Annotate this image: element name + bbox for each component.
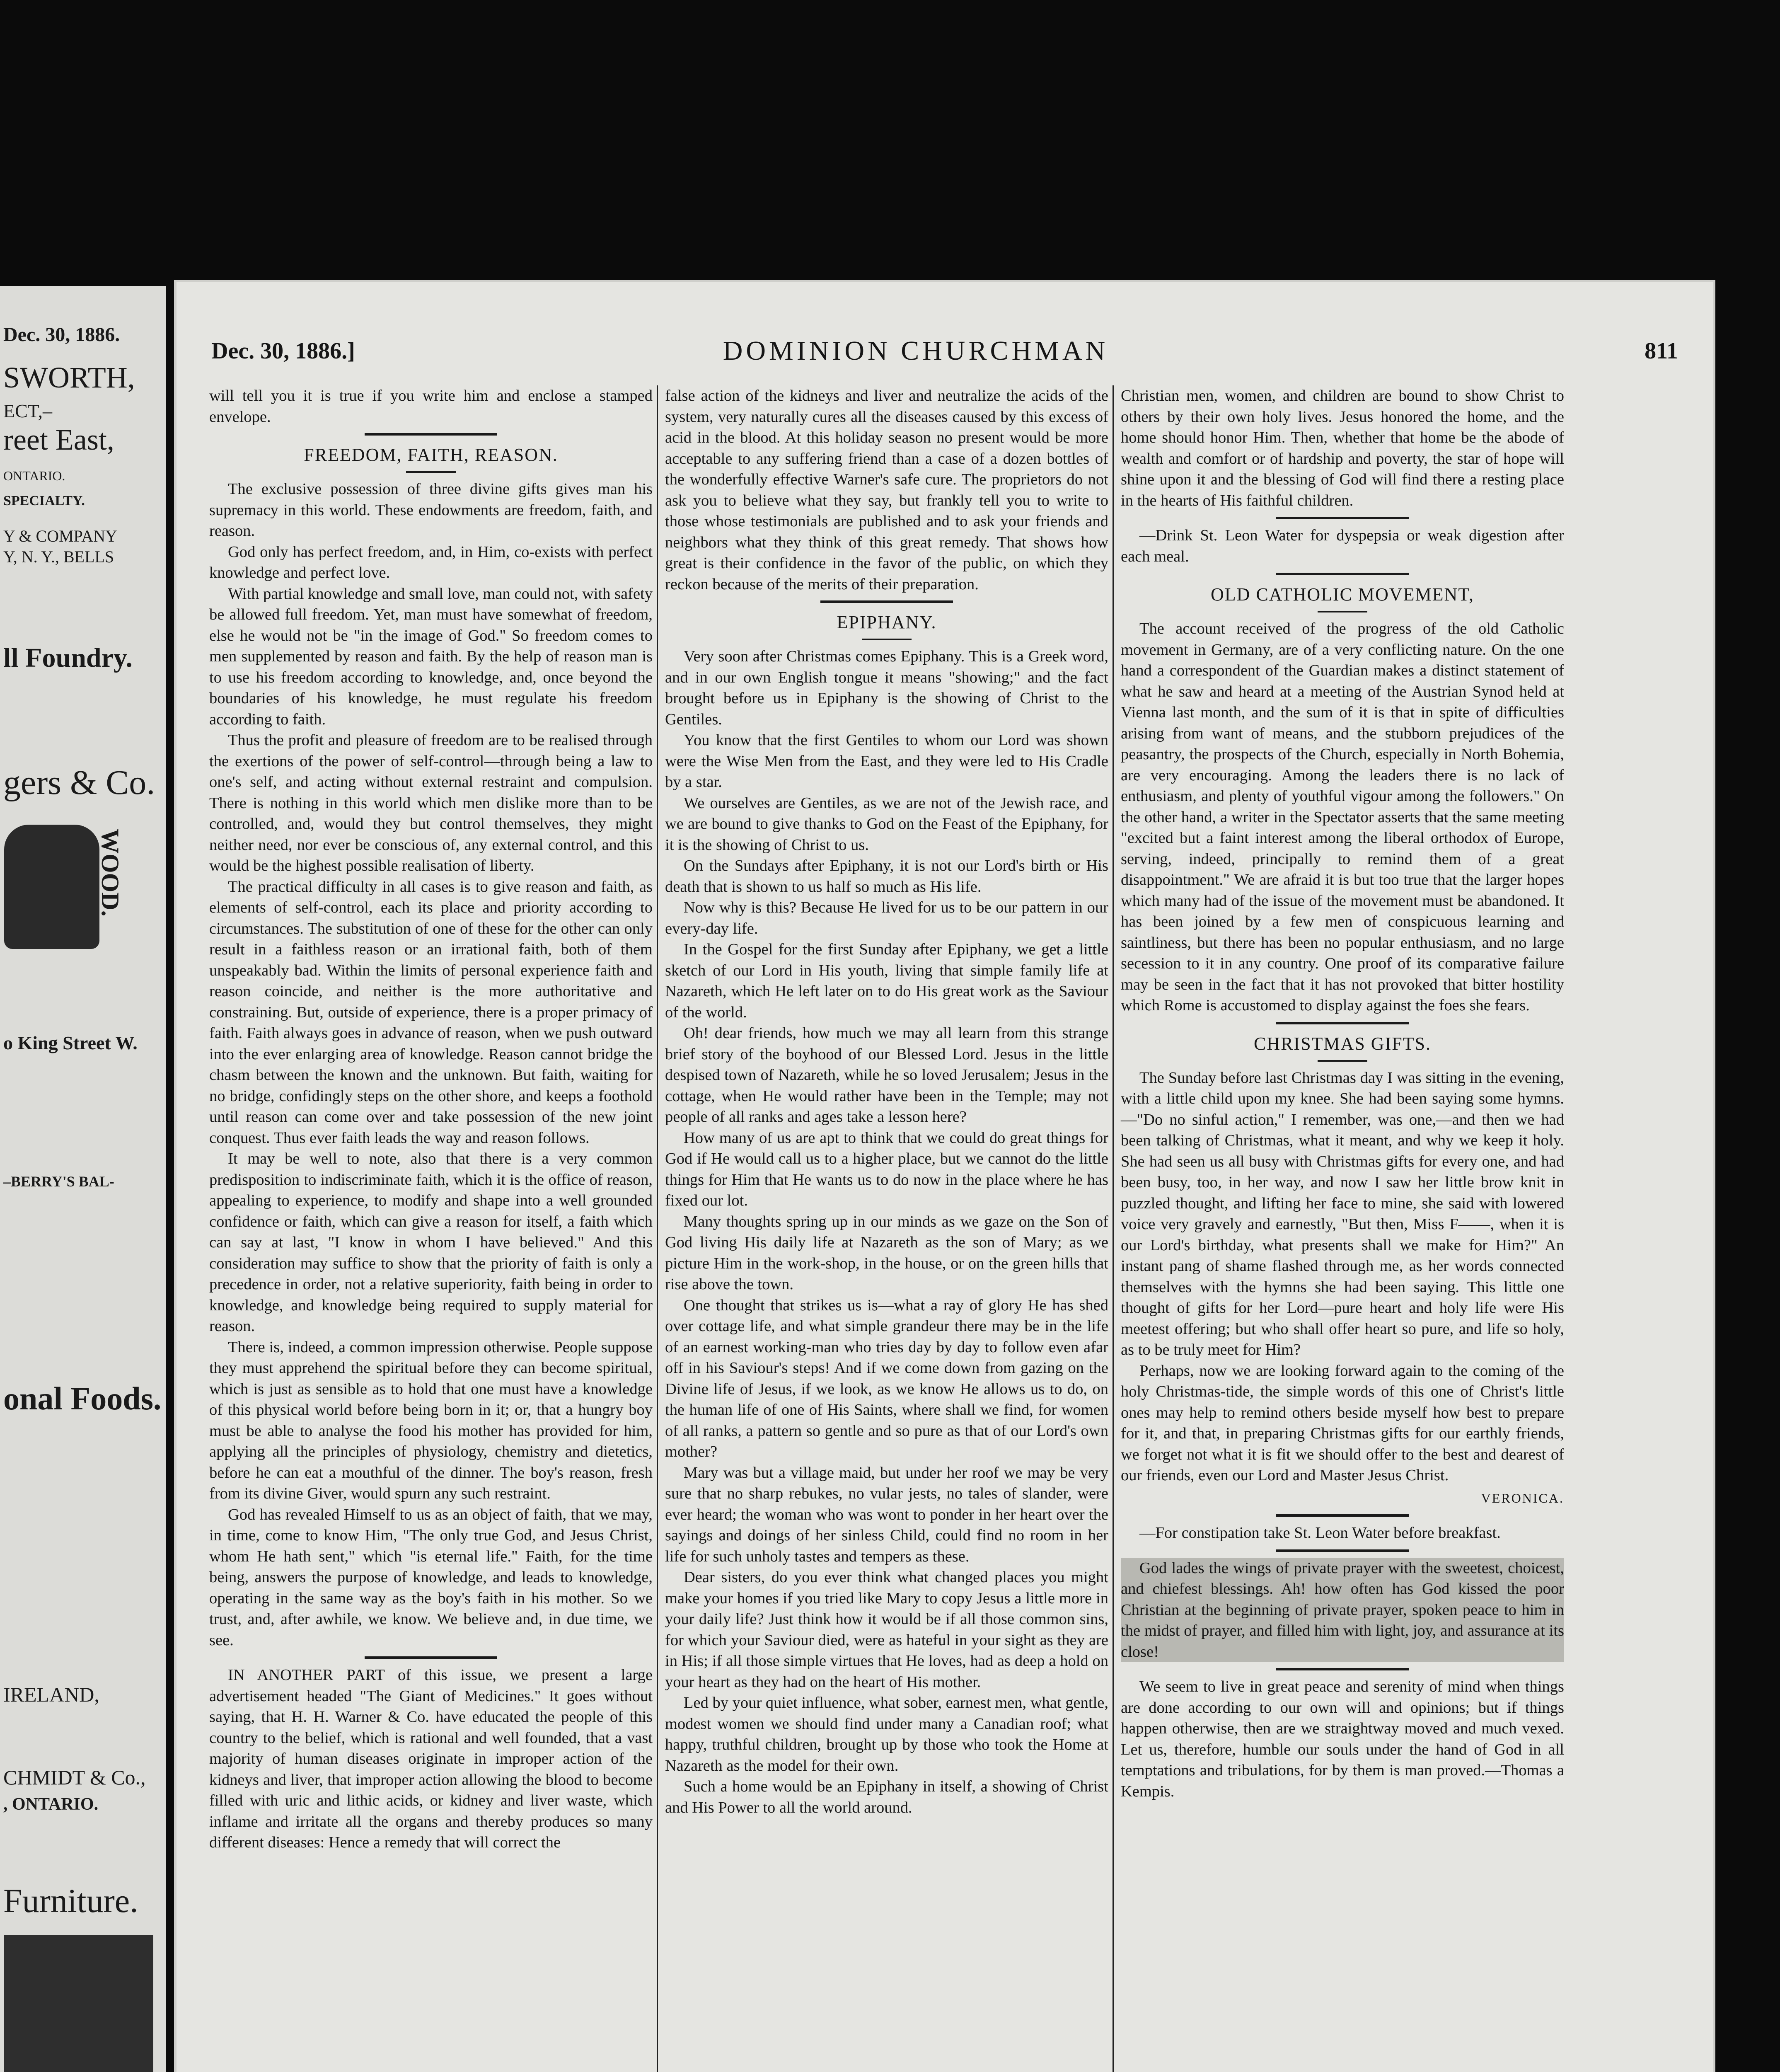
paragraph: Now why is this? Because He lived for us to be our pattern in our every-day life.: [665, 899, 1108, 937]
signature: VERONICA.: [1481, 1490, 1564, 1506]
article-continuation: false action of the kidneys and liver and neutralize the acids of the system, very naturally cures all the diseases caused by this excess of acid in the blood. At this holiday season no present would be more acceptable to any suffering friend than a case of a dozen bottles of the wonderfully effective Warner's safe cure. The proprietors do not ask you to believe what they say, but frankly tell you to write to those whose testimonials are published and to ask your friends and neighbors what they think of this great remedy. That shows how great is their confidence in the favor of the public, on which they reckon because of the merits of their preparation.: [665, 387, 1108, 593]
article-heading: FREEDOM, FAITH, REASON.: [304, 445, 558, 465]
left-page-fragment: ECT,–: [3, 400, 52, 421]
left-page-fragment: SWORTH,: [3, 361, 135, 394]
article-heading: EPIPHANY.: [837, 612, 937, 632]
divider-rule: [1276, 573, 1409, 575]
column-divider: [657, 385, 658, 2072]
column-1: [209, 385, 653, 1853]
advertisement-notice: IN ANOTHER PART of this issue, we present a large advertisement headed "The Giant of Medicines." It goes without saying, that H. H. Warner & Co. have educated the people of this country to the belief, which is rational and well founded, that a vast majority of human diseases originate in improper action of the kidneys and liver, that improper action allowing the blood to become filled with uric and lithic acids, or kidney and liver waste, which inflame and irritate all the organs and thereby produces so many different diseases: Hence a remedy that will correct the: [209, 1666, 653, 1851]
divider-rule: [1318, 611, 1367, 612]
left-page-fragment: Y & COMPANY: [3, 527, 117, 545]
quotation: We seem to live in great peace and serenity of mind when things are done according to our own will and opinions; but if things happen otherwise, then are we straightway moved and much vexed. Let us, therefore, humble our souls under the hand of God in all temptations and tribulations, for by them is man proved.—Thomas a Kempis.: [1121, 1678, 1564, 1800]
paragraph: It may be well to note, also that there is a very common predisposition to indiscriminate faith, which it is the office of reason, appealing to experience, to modify and shape into a well grounded confidence or faith, which can give a reason for itself, a faith which can say at last, "I know in whom I have believed." And this consideration may suffice to show that the priority of faith is only a precedence in order, not a relative superiority, faith being in order to knowledge, and knowledge being required to supply material for reason.: [209, 1150, 653, 1335]
divider-rule: [406, 471, 456, 473]
column-3: [1121, 385, 1564, 1802]
left-page-fragment: Y, N. Y., BELLS: [3, 547, 114, 566]
notice: —For constipation take St. Leon Water before breakfast.: [1139, 1524, 1501, 1542]
paragraph: Perhaps, now we are looking forward again to the coming of the holy Christmas-tide, the simple words of this one of Christ's little ones may help to remind others beside myself how best to prepare for it, and that, in preparing Christmas gifts for our earthly friends, we forget not what it is fit we should offer to the best and dearest of our friends, even our Lord and Master Jesus Christ.: [1121, 1362, 1564, 1484]
divider-rule: [365, 433, 497, 436]
divider-rule: [1276, 517, 1409, 519]
paragraph: Oh! dear friends, how much we may all learn from this strange brief story of the boyhood of our Blessed Lord. Jesus in the little despised town of Nazareth, while he so loved Jerusalem; Jesus in the cottage, when He would rather have been in the Temple; may not people of all ranks and ages take a lesson here?: [665, 1024, 1108, 1126]
article-heading: OLD CATHOLIC MOVEMENT,: [1211, 584, 1474, 605]
article-heading: CHRISTMAS GIFTS.: [1253, 1033, 1432, 1054]
divider-rule: [862, 639, 912, 640]
left-page-fragment: ONTARIO.: [3, 468, 65, 483]
notice: —Drink St. Leon Water for dyspepsia or weak digestion after each meal.: [1121, 527, 1564, 565]
left-page-fragment: onal Foods.: [3, 1380, 162, 1416]
left-page-fragment: SPECIALTY.: [3, 493, 85, 508]
bell-illustration: [4, 825, 99, 949]
left-page-fragment: o King Street W.: [3, 1032, 138, 1053]
paragraph: Many thoughts spring up in our minds as we gaze on the Son of God living His daily life at Nazareth as the son of Mary; as we picture Him in the work-shop, in the house, or on the green hills that rise above the town.: [665, 1213, 1108, 1293]
divider-rule: [1276, 1022, 1409, 1024]
paragraph: The exclusive possession of three divine gifts gives man his supremacy in this world. These endowments are freedom, faith, and reason.: [209, 480, 653, 540]
paragraph: Dear sisters, do you ever think what changed places you might make your homes if you tried like Mary to copy Jesus a little more in your daily life? Just think how it would be if all those common sins, for which your Saviour died, were as hateful in your sight as they are in His; if all those simple virtues that He loves, had as deep a hold on your heart as they had on the heart of His mother.: [665, 1569, 1108, 1691]
divider-rule: [820, 600, 953, 603]
paragraph: God only has perfect freedom, and, in Him, co-exists with perfect knowledge and perfect love.: [209, 543, 653, 581]
paragraph: One thought that strikes us is—what a ray of glory He has shed over cottage life, and what simple grandeur there may be in the life of an earnest working-man who tries day by day to follow even afar off in his Saviour's steps! And if we come down from gazing on the Divine life of Jesus, if we look, as we know He allows us to do, on the human life of one of His Saints, where shall we find, for women of all ranks, a pattern so gentle and so pure as that of our Lord's own mother?: [665, 1296, 1108, 1460]
divider-rule: [1276, 1514, 1409, 1517]
quotation: God lades the wings of private prayer with the sweetest, choicest, and chiefest blessings. Ah! how often has God kissed the poor Christian at the beginning of private prayer, spoken peace to him in the midst of prayer, and filled him with light, joy, and assurance at its close!: [1121, 1558, 1564, 1663]
paragraph: Led by your quiet influence, what sober, earnest men, what gentle, modest women we should find under many a Canadian roof; what happy, truthful children, brought up by those who took the Home at Nazareth as the model for their own.: [665, 1694, 1108, 1774]
masthead-title: DOMINION CHURCHMAN: [723, 336, 1109, 366]
newspaper-page: [174, 280, 1715, 2072]
paragraph: On the Sundays after Epiphany, it is not our Lord's birth or His death that is shown to us half so much as His life.: [665, 857, 1108, 896]
paragraph: Such a home would be an Epiphany in itself, a showing of Christ and His Power to all the world around.: [665, 1778, 1108, 1816]
left-page-fragment: CHMIDT & Co.,: [3, 1766, 146, 1789]
column-divider: [1112, 385, 1114, 2072]
divider-rule: [1276, 1668, 1409, 1670]
left-page-fragment: WOOD.: [97, 829, 124, 917]
page-header: [211, 338, 1678, 371]
header-date: Dec. 30, 1886.]: [211, 338, 355, 364]
paragraph: Mary was but a village maid, but under her roof we may be very sure that no sharp rebukes, no vular jests, no tales of slander, were ever heard; the woman who was wont to ponder in her heart over the sayings and doings of her sinless Child, could find no room in her life for such unholy tastes and tempers as these.: [665, 1464, 1108, 1565]
left-page-fragment: reet East,: [3, 423, 114, 456]
left-page-fragment: IRELAND,: [3, 1683, 99, 1706]
paragraph: God has revealed Himself to us as an object of faith, that we may, in time, come to know Him, "The only true God, and Jesus Christ, whom He hath sent," which "is eternal life." Faith, for the time being, answers the purpose of knowledge, and leads to knowledge, operating in the same way as the boy's faith in his mother. So we trust, and, after awhile, we know. We believe and, in due time, we see.: [209, 1506, 653, 1649]
article-continuation: will tell you it is true if you write him and enclose a stamped envelope.: [209, 387, 653, 426]
divider-rule: [365, 1656, 497, 1659]
divider-rule: [1276, 1549, 1409, 1552]
left-page-fragment: gers & Co.: [3, 763, 155, 802]
paragraph: In the Gospel for the first Sunday after Epiphany, we get a little sketch of our Lord in His youth, living that simple family life at Nazareth, which He left later on to do His great work as the Saviour of the world.: [665, 941, 1108, 1021]
paragraph: Very soon after Christmas comes Epiphany. This is a Greek word, and in our own English tongue it means "showing;" and the fact brought before us in Epiphany is the showing of Christ to the Gentiles.: [665, 648, 1108, 728]
left-page-header: Dec. 30, 1886.: [3, 324, 120, 346]
article-continuation: Christian men, women, and children are bound to show Christ to others by their own holy lives. Jesus honored the home, and the home should honor Him. Then, whether that home be the abode of wealth and comfort or of hardship and poverty, the star of hope will shine upon it and the blessing of God will find there a resting place in the hearts of His faithful children.: [1121, 387, 1564, 509]
paragraph: You know that the first Gentiles to whom our Lord was shown were the Wise Men from the East, and they were led to His Cradle by a star.: [665, 731, 1108, 791]
paragraph: The account received of the progress of the old Catholic movement in Germany, are of a very conflicting nature. On the one hand a correspondent of the Guardian makes a distinct statement of what he saw and heard at a meeting of the Austrian Synod held at Vienna last month, and the sum of it is that in spite of difficulties arising from want of means, and the stubborn prejudices of the peasantry, the prospects of the Church, especially in North Bohemia, are very encouraging. Among the leaders there is no lack of enthusiasm, and plenty of youthful vigour among the followers." On the other hand, a writer in the Spectator asserts that the same meeting "excited but a faint interest among the liberal orthodox of Europe, serving, indeed, principally to remind them of a great disappointment." We are afraid it is but too true that the larger hopes which many had of the issue of the movement must be abandoned. It has been joined by a few men of conspicuous learning and saintliness, but there has been no popular enthusiasm, and no large secession to it in any country. One proof of its comparative failure may be seen in the fact that it has not provoked that bitter hostility which Rome is accustomed to display against the foes she fears.: [1121, 620, 1564, 1014]
adjacent-left-page: [0, 286, 166, 2072]
left-page-fragment: –BERRY'S BAL-: [3, 1173, 114, 1190]
school-desk-illustration: [4, 1935, 153, 2072]
paragraph: The Sunday before last Christmas day I was sitting in the evening, with a little child upon my knee. She had been saying some hymns.—"Do no sinful action," I remember, was one,—and then we had been talking of Christmas, what it meant, and why we keep it holy. She had seen us all busy with Christmas gifts for every one, and had been busy, too, in her way, and now I saw her little brow knit in puzzled thought, and lifting her face to mine, she said with lowered voice very gravely and earnestly, "But then, Miss F——, when it is our Lord's birthday, what presents shall we make for Him?" An instant pang of shame flashed through me, as her words connected themselves with the hymns she had been saying. This little one thought of gifts for her Lord—pure heart and holy life were His meetest offering; but who shall offer heart so pure, and life so holy, as to be truly meet for Him?: [1121, 1069, 1564, 1358]
left-page-fragment: , ONTARIO.: [3, 1795, 99, 1814]
page-number: 811: [1645, 338, 1678, 364]
left-page-fragment: ll Foundry.: [3, 643, 133, 673]
paragraph: How many of us are apt to think that we could do great things for God if He would call us to a higher place, but we cannot do the little things for Him that He wants us to do now in the place where he has fixed our lot.: [665, 1129, 1108, 1209]
paragraph: Thus the profit and pleasure of freedom are to be realised through the exertions of the power of self-control—through being a law to one's self, and acting without external restraint and compulsion. There is nothing in this world which men dislike more than to be controlled, and, would they but control themselves, they might neither need, nor ever be conscious of, any external control, and this would be the highest possible realisation of liberty.: [209, 731, 653, 874]
paragraph: With partial knowledge and small love, man could not, with safety be allowed full freedom. Yet, man must have somewhat of freedom, else he would not be "in the image of God." So freedom comes to men supplemented by reason and faith. By the help of reason man is to use his freedom according to knowledge, and, once beyond the boundaries of his knowledge, he must regulate his freedom according to faith.: [209, 585, 653, 728]
paragraph: We ourselves are Gentiles, as we are not of the Jewish race, and we are bound to give thanks to God on the Feast of the Epiphany, for it is the showing of Christ to us.: [665, 794, 1108, 854]
left-page-fragment: Furniture.: [3, 1882, 138, 1920]
column-2: [665, 385, 1108, 1818]
divider-rule: [1318, 1060, 1367, 1062]
paragraph: The practical difficulty in all cases is to give reason and faith, as elements of self-control, each its place and priority according to circumstances. The substitution of one of these for the other can only result in a faithless reason or an irrational faith, both of them unspeakably bad. Within the limits of personal experience faith and reason coincide, and neither is the more authoritative and constraining. But, outside of experience, there is a proper primacy of faith. Faith always goes in advance of reason, when we push outward into the ever enlarging area of knowledge. Reason cannot bridge the chasm between the known and the unknown. But faith, waiting for no bridge, confidingly steps on the other shore, and keeps a foothold until reason can come over and take possession of the new joint conquest. Thus ever faith leads the way and reason follows.: [209, 878, 653, 1147]
paragraph: There is, indeed, a common impression otherwise. People suppose they must apprehend the spiritual before they can become spiritual, which is just as sensible as to hold that one must have a knowledge of this physical world before being born in it; or, that a hungry boy must be able to analyse the food his mother has provided for him, applying all the principles of physiology, chemistry and dietetics, before he can eat a mouthful of the dinner. The boy's reason, fresh from its divine Giver, would spurn any such restraint.: [209, 1338, 653, 1502]
